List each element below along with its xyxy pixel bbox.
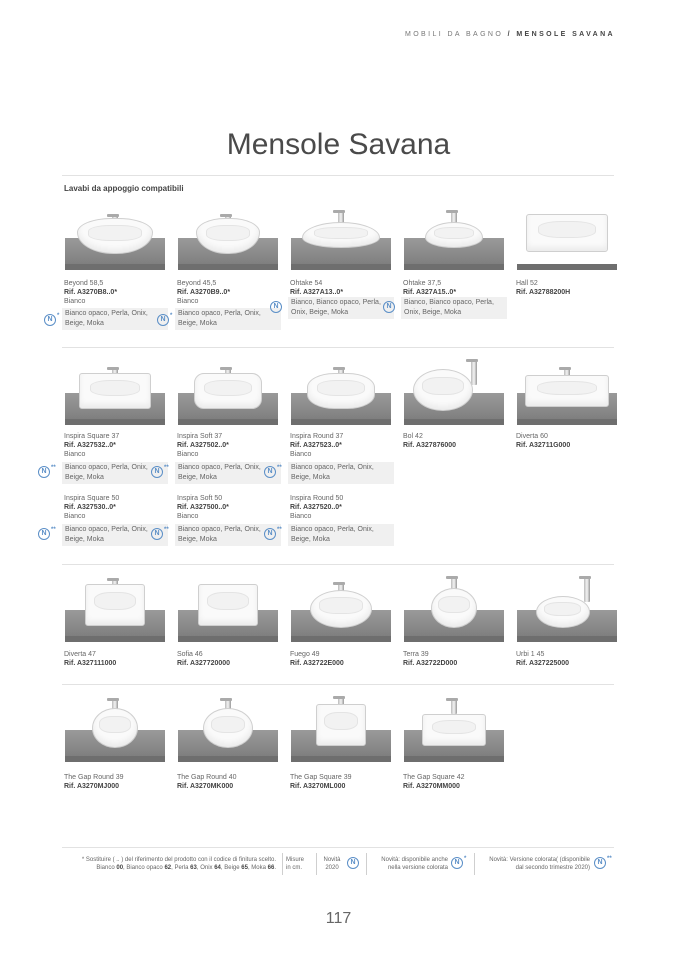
- product-image-beyond-45: [173, 200, 283, 270]
- product-info: Hall 52 Rif. A32788200H: [516, 280, 571, 296]
- divider: [62, 847, 614, 848]
- product-info: Inspira Round 37 Rif. A327523..0* Bianco: [290, 433, 344, 458]
- divider: [62, 347, 614, 348]
- divider: [474, 853, 475, 875]
- color-options: Bianco opaco, Perla, Onix, Beige, Moka: [62, 524, 168, 546]
- product-image-ohtake-54: [286, 200, 396, 270]
- product-info: Bol 42 Rif. A327876000: [403, 433, 457, 449]
- novita-badge-icon: N **: [38, 528, 50, 540]
- novita-colors-note: Novità: disponibile anche nella versione colorata: [381, 857, 448, 871]
- color-options: Bianco, Bianco opaco, Perla, Onix, Beige, Moka: [401, 297, 507, 319]
- product-info: Diverta 47 Rif. A327111000: [64, 651, 117, 667]
- color-options: Bianco opaco, Perla, Onix, Beige, Moka: [175, 308, 281, 330]
- product-info: Inspira Square 37 Rif. A327532..0* Bianco: [64, 433, 120, 458]
- product-image-the-gap-round-39: [60, 692, 170, 762]
- product-info: Beyond 58,5 Rif. A3270B8..0* Bianco: [64, 280, 118, 305]
- novita-note: Novità 2020: [323, 857, 341, 871]
- breadcrumb-separator: /: [507, 31, 512, 38]
- color-options: Bianco opaco, Perla, Onix, Beige, Moka: [62, 462, 168, 484]
- product-info: Inspira Soft 50 Rif. A327500..0* Bianco: [177, 495, 229, 520]
- divider: [366, 853, 367, 875]
- breadcrumb: [405, 31, 615, 38]
- product-info: Beyond 45,5 Rif. A3270B9..0* Bianco: [177, 280, 231, 305]
- product-info: Ohtake 54 Rif. A327A13..0*: [290, 280, 344, 296]
- product-image-sofia-46: [173, 572, 283, 642]
- novita-badge-icon: N **: [151, 528, 163, 540]
- novita-badge-icon: N **: [594, 857, 606, 869]
- divider: [62, 684, 614, 685]
- color-options: Bianco opaco, Perla, Onix, Beige, Moka: [288, 524, 394, 546]
- divider: [282, 853, 283, 875]
- color-options: Bianco opaco, Perla, Onix, Beige, Moka: [175, 524, 281, 546]
- product-image-inspira-round-37: [286, 355, 396, 425]
- breadcrumb-current: MENSOLE SAVANA: [516, 31, 615, 38]
- page-number: 117: [325, 910, 352, 927]
- product-info: The Gap Round 40 Rif. A3270MK000: [177, 774, 237, 790]
- product-image-the-gap-round-40: [173, 692, 283, 762]
- color-options: Bianco, Bianco opaco, Perla, Onix, Beige, Moka: [288, 297, 394, 319]
- product-image-inspira-square-37: [60, 355, 170, 425]
- product-info: The Gap Round 39 Rif. A3270MJ000: [64, 774, 124, 790]
- product-info: Inspira Round 50 Rif. A327520..0* Bianco: [290, 495, 344, 520]
- novita-badge-icon: N **: [264, 528, 276, 540]
- product-image-hall-52: [512, 200, 622, 270]
- product-info: Terra 39 Rif. A32722D000: [403, 651, 458, 667]
- product-info: Urbi 1 45 Rif. A327225000: [516, 651, 570, 667]
- novita-badge-icon: N **: [38, 466, 50, 478]
- divider: [62, 564, 614, 565]
- product-image-the-gap-square-42: [399, 692, 509, 762]
- product-image-diverta-47: [60, 572, 170, 642]
- product-info: Fuego 49 Rif. A32722E000: [290, 651, 344, 667]
- product-image-inspira-soft-37: [173, 355, 283, 425]
- product-image-beyond-58: [60, 200, 170, 270]
- measures-note: Misure in cm.: [286, 857, 305, 871]
- color-options: Bianco opaco, Perla, Onix, Beige, Moka: [62, 308, 168, 330]
- novita-badge-icon: N *: [157, 314, 169, 326]
- breadcrumb-section: MOBILI DA BAGNO: [404, 31, 504, 38]
- novita-badge-icon: N: [347, 857, 359, 869]
- color-options: Bianco opaco, Perla, Onix, Beige, Moka: [288, 462, 394, 484]
- product-image-terra-39: [399, 572, 509, 642]
- footnote-finish-codes: * Sostituire ( .. ) del riferimento del prodotto con il codice di finitura scelto. Bianco 00, Bianco opaco 62, Perla 63, Onix 64, Beige 65, Moka 66.: [81, 857, 276, 871]
- product-info: The Gap Square 39 Rif. A3270ML000: [290, 774, 352, 790]
- novita-badge-icon: N: [270, 301, 282, 313]
- product-image-urbi-1-45: [512, 572, 622, 642]
- section-label: Lavabi da appoggio compatibili: [64, 184, 184, 193]
- product-image-fuego-49: [286, 572, 396, 642]
- product-info: Sofia 46 Rif. A327720000: [177, 651, 231, 667]
- product-info: The Gap Square 42 Rif. A3270MM000: [403, 774, 465, 790]
- product-image-diverta-60: [512, 355, 622, 425]
- novita-badge-icon: N: [383, 301, 395, 313]
- product-image-the-gap-square-39: [286, 692, 396, 762]
- novita-later-note: Novità: Versione colorata( (disponibile dal secondo trimestre 2020): [489, 857, 590, 871]
- product-info: Inspira Square 50 Rif. A327530..0* Bianco: [64, 495, 120, 520]
- novita-badge-icon: N **: [151, 466, 163, 478]
- product-info: Diverta 60 Rif. A32711G000: [516, 433, 571, 449]
- page-title: Mensole Savana: [226, 128, 451, 161]
- novita-badge-icon: N *: [44, 314, 56, 326]
- divider: [316, 853, 317, 875]
- product-image-ohtake-37: [399, 200, 509, 270]
- divider: [62, 175, 614, 176]
- novita-badge-icon: N **: [264, 466, 276, 478]
- color-options: Bianco opaco, Perla, Onix, Beige, Moka: [175, 462, 281, 484]
- product-info: Ohtake 37,5 Rif. A327A15..0*: [403, 280, 457, 296]
- novita-badge-icon: N *: [451, 857, 463, 869]
- product-info: Inspira Soft 37 Rif. A327502..0* Bianco: [177, 433, 229, 458]
- product-image-bol-42: [399, 355, 509, 425]
